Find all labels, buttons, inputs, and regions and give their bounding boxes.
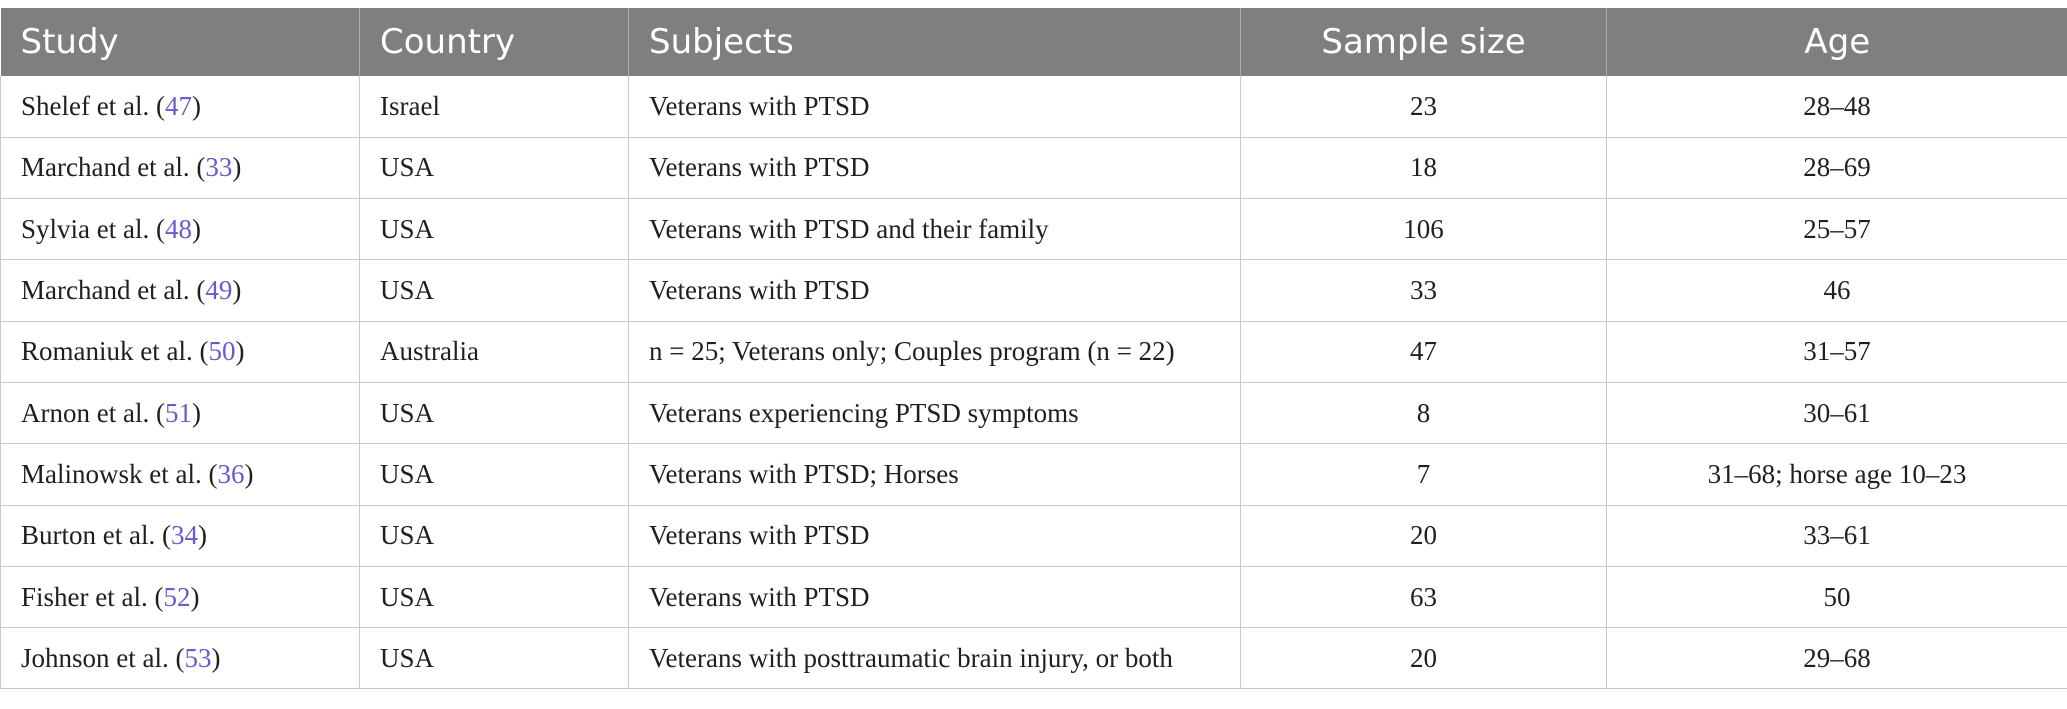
reference-link[interactable]: 34: [170, 520, 198, 551]
cell-country: USA: [360, 444, 629, 505]
cell-sample-size: 20: [1241, 505, 1607, 566]
header-sample-size: Sample size: [1241, 8, 1607, 76]
study-author: Marchand et al. (: [21, 275, 206, 306]
study-close-paren: ): [190, 581, 200, 612]
study-author: Arnon et al. (: [21, 397, 165, 428]
reference-link[interactable]: 47: [164, 90, 192, 121]
table-body: [1, 76, 2067, 689]
study-close-paren: ): [244, 458, 254, 489]
table-row: [1, 566, 2067, 627]
cell-country: USA: [360, 199, 629, 260]
study-close-paren: ): [211, 642, 221, 673]
cell-age: 50: [1607, 566, 2067, 627]
table-row: [1, 628, 2067, 689]
cell-age: 31–57: [1607, 321, 2067, 382]
cell-age: 33–61: [1607, 505, 2067, 566]
cell-country: USA: [360, 566, 629, 627]
cell-sample-size: 8: [1241, 382, 1607, 443]
cell-study: [1, 628, 360, 689]
cell-study: [1, 566, 360, 627]
cell-subjects: Veterans with posttraumatic brain injury, or both: [629, 628, 1241, 689]
table-row: [1, 382, 2067, 443]
reference-link[interactable]: 33: [205, 152, 233, 183]
table-row: [1, 76, 2067, 137]
cell-age: 28–69: [1607, 137, 2067, 198]
cell-age: 29–68: [1607, 628, 2067, 689]
cell-age: 46: [1607, 260, 2067, 321]
study-author: Romaniuk et al. (: [21, 336, 209, 367]
study-author: Shelef et al. (: [21, 90, 165, 121]
table-row: [1, 260, 2067, 321]
cell-subjects: Veterans with PTSD: [629, 76, 1241, 137]
cell-subjects: Veterans with PTSD: [629, 505, 1241, 566]
cell-subjects: Veterans with PTSD and their family: [629, 199, 1241, 260]
cell-subjects: Veterans experiencing PTSD symptoms: [629, 382, 1241, 443]
cell-study: [1, 137, 360, 198]
study-author: Burton et al. (: [21, 520, 171, 551]
reference-link[interactable]: 49: [205, 275, 233, 306]
cell-study: [1, 76, 360, 137]
cell-study: [1, 321, 360, 382]
table-row: [1, 321, 2067, 382]
cell-country: USA: [360, 505, 629, 566]
cell-age: 25–57: [1607, 199, 2067, 260]
study-close-paren: ): [197, 520, 207, 551]
table-row: [1, 137, 2067, 198]
cell-sample-size: 7: [1241, 444, 1607, 505]
study-close-paren: ): [191, 90, 201, 121]
cell-country: USA: [360, 260, 629, 321]
cell-sample-size: 23: [1241, 76, 1607, 137]
study-close-paren: ): [191, 397, 201, 428]
reference-link[interactable]: 50: [208, 336, 236, 367]
cell-country: USA: [360, 628, 629, 689]
cell-age: 28–48: [1607, 76, 2067, 137]
study-author: Johnson et al. (: [21, 642, 185, 673]
studies-table-container: [0, 8, 2067, 689]
header-subjects: Subjects: [629, 8, 1241, 76]
table-row: [1, 444, 2067, 505]
studies-table: [0, 8, 2067, 689]
table-header-row: [1, 8, 2067, 76]
study-close-paren: ): [191, 213, 201, 244]
reference-link[interactable]: 52: [163, 581, 191, 612]
cell-subjects: n = 25; Veterans only; Couples program (n = 22): [629, 321, 1241, 382]
cell-country: USA: [360, 137, 629, 198]
study-close-paren: ): [235, 336, 245, 367]
cell-sample-size: 20: [1241, 628, 1607, 689]
cell-sample-size: 33: [1241, 260, 1607, 321]
cell-country: Israel: [360, 76, 629, 137]
cell-country: Australia: [360, 321, 629, 382]
cell-subjects: Veterans with PTSD: [629, 566, 1241, 627]
cell-study: [1, 260, 360, 321]
cell-age: 31–68; horse age 10–23: [1607, 444, 2067, 505]
reference-link[interactable]: 53: [184, 642, 212, 673]
cell-sample-size: 63: [1241, 566, 1607, 627]
table-row: [1, 199, 2067, 260]
study-close-paren: ): [232, 152, 242, 183]
cell-country: USA: [360, 382, 629, 443]
cell-study: [1, 199, 360, 260]
cell-age: 30–61: [1607, 382, 2067, 443]
cell-subjects: Veterans with PTSD: [629, 260, 1241, 321]
cell-sample-size: 106: [1241, 199, 1607, 260]
study-close-paren: ): [232, 275, 242, 306]
header-study: Study: [1, 8, 360, 76]
cell-subjects: Veterans with PTSD: [629, 137, 1241, 198]
table-row: [1, 505, 2067, 566]
cell-sample-size: 47: [1241, 321, 1607, 382]
cell-subjects: Veterans with PTSD; Horses: [629, 444, 1241, 505]
study-author: Sylvia et al. (: [21, 213, 165, 244]
study-author: Fisher et al. (: [21, 581, 164, 612]
header-country: Country: [360, 8, 629, 76]
cell-study: [1, 382, 360, 443]
reference-link[interactable]: 51: [164, 397, 192, 428]
study-author: Marchand et al. (: [21, 152, 206, 183]
cell-study: [1, 444, 360, 505]
reference-link[interactable]: 36: [217, 458, 245, 489]
header-age: Age: [1804, 22, 1871, 62]
study-author: Malinowsk et al. (: [21, 458, 218, 489]
reference-link[interactable]: 48: [164, 213, 192, 244]
cell-study: [1, 505, 360, 566]
cell-sample-size: 18: [1241, 137, 1607, 198]
